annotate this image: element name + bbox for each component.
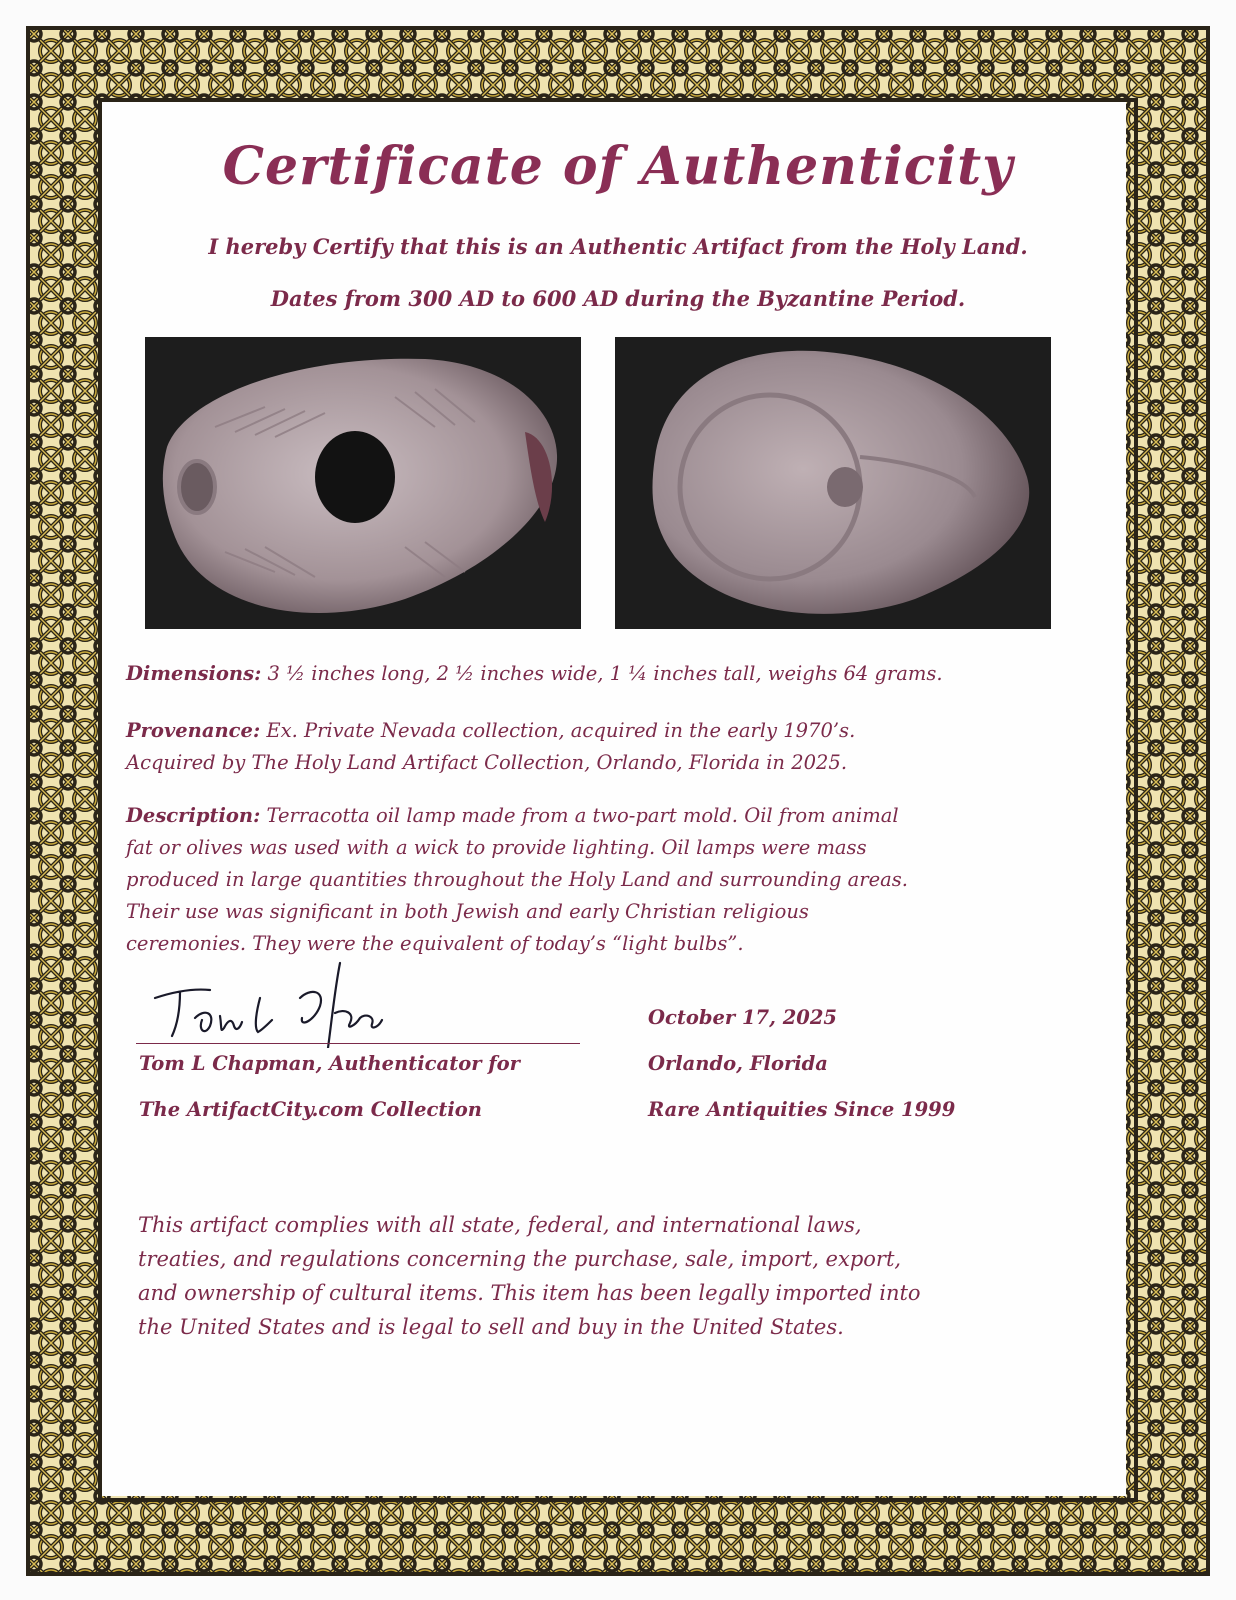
description-section [126,800,1086,960]
provenance-line-2: Acquired by The Holy Land Artifact Collection, Orlando, Florida in 2025. [126,751,848,774]
legal-line-1: This artifact complies with all state, federal, and international laws, [138,1213,862,1237]
company-tagline: Rare Antiquities Since 1999 [648,1098,956,1121]
artifact-photo-top [145,337,581,629]
description-line-4: Their use was significant in both Jewish and early Christian religious [126,900,809,923]
dimensions-label: Dimensions: [126,662,262,685]
legal-line-2: treaties, and regulations concerning the purchase, sale, import, export, [138,1247,902,1271]
handwritten-signature [150,958,430,1048]
description-line-2: fat or olives was used with a wick to provide lighting. Oil lamps were mass [126,836,867,859]
certificate-date: October 17, 2025 [648,1006,837,1029]
artifact-photo-bottom [615,337,1051,629]
description-label: Description: [126,804,261,827]
provenance-section [126,715,1086,779]
collection-name: The ArtifactCity.com Collection [139,1098,482,1121]
dimensions-text: 3 ½ inches long, 2 ½ inches wide, 1 ¼ inches tall, weighs 64 grams. [267,662,943,685]
legal-line-4: the United States and is legal to sell and buy in the United States. [138,1315,844,1339]
certify-statement: I hereby Certify that this is an Authentic Artifact from the Holy Land. [208,234,1028,259]
provenance-line-1: Ex. Private Nevada collection, acquired in the early 1970’s. [266,719,856,742]
description-line-5: ceremonies. They were the equivalent of today’s “light bulbs”. [126,932,744,955]
description-line-1: Terracotta oil lamp made from a two-part mold. Oil from animal [266,804,899,827]
period-statement: Dates from 300 AD to 600 AD during the Byzantine Period. [270,286,966,311]
oil-lamp-bottom-icon [615,337,1051,629]
dimensions-section [126,658,1086,690]
signature-line [136,1043,580,1044]
description-line-3: produced in large quantities throughout the Holy Land and surrounding areas. [126,868,908,891]
legal-line-3: and ownership of cultural items. This item has been legally imported into [138,1281,921,1305]
legal-notice [138,1208,1098,1344]
oil-lamp-top-icon [145,337,581,629]
certificate-title: Certificate of Authenticity [222,136,1014,197]
provenance-label: Provenance: [126,719,261,742]
authenticator-name: Tom L Chapman, Authenticator for [139,1052,520,1075]
certificate-location: Orlando, Florida [648,1052,828,1075]
